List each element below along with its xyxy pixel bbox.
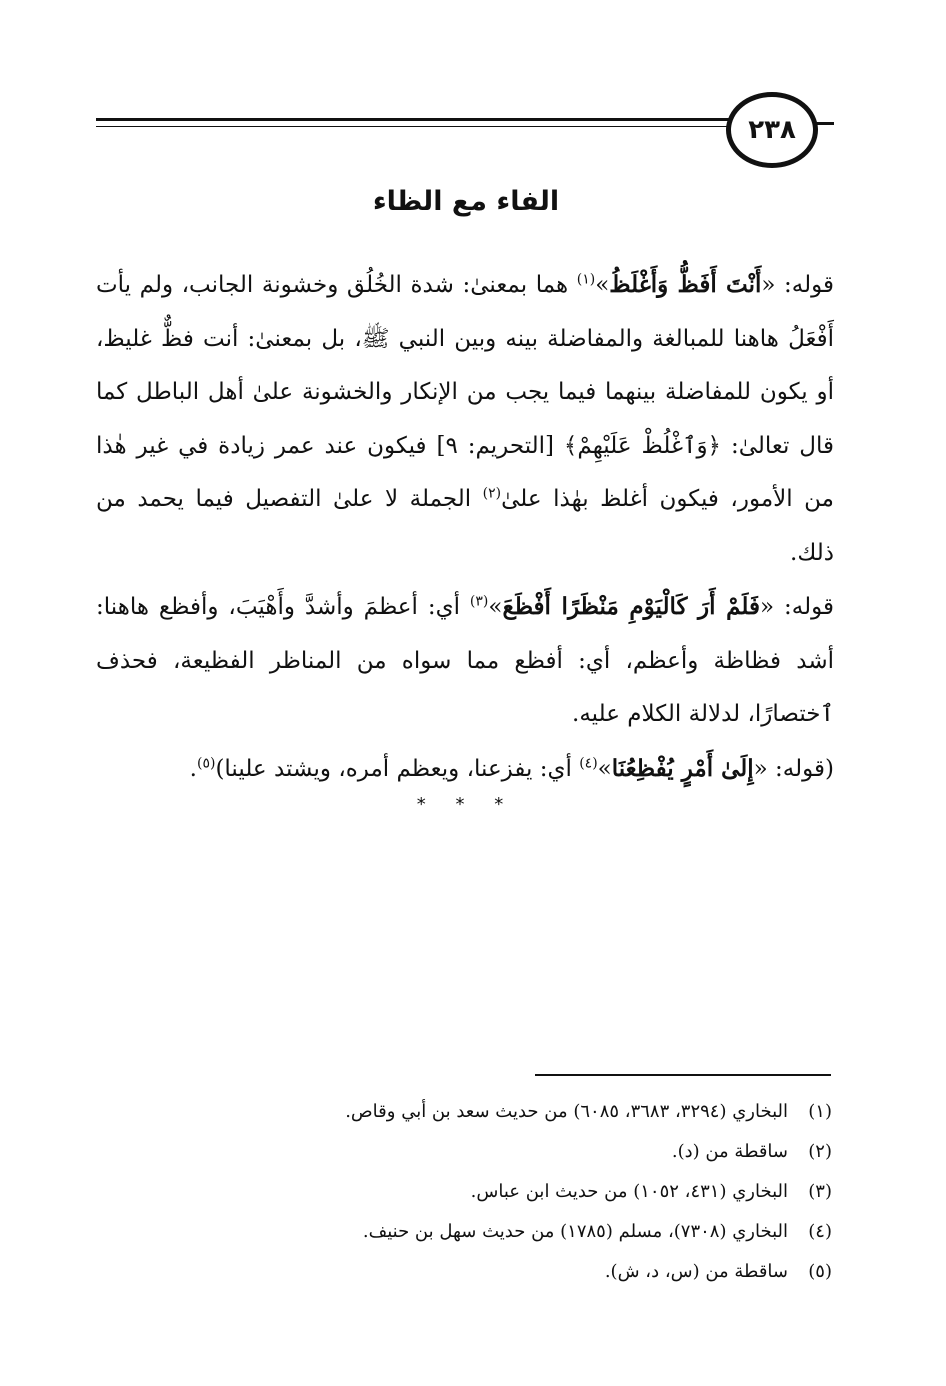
footnote-item — [96, 1252, 832, 1292]
footnote-divider — [535, 1074, 831, 1076]
paragraph-text: أي: يفزعنا، ويعظم أمره، ويشتد علينا) — [215, 755, 580, 782]
section-separator: * * * — [416, 794, 516, 815]
header-rule-thick — [96, 118, 740, 121]
quote-intro: قوله: « — [761, 272, 834, 298]
quoted-phrase: إِلَىٰ أَمْرٍ يُفْظِعُنَا — [611, 754, 754, 782]
footnote-number: (٢) — [808, 1141, 832, 1162]
quote-intro: قوله: « — [760, 594, 834, 620]
footnote-text: البخاري (٣٢٩٤، ٣٦٨٣، ٦٠٨٥) من حديث سعد بن أبي وقاص. — [345, 1101, 788, 1122]
footnote-text: ساقطة من (د). — [671, 1141, 788, 1162]
main-text — [96, 258, 834, 796]
footnote-item — [96, 1212, 832, 1252]
footnote-text: البخاري (٧٣٠٨)، مسلم (١٧٨٥) من حديث سهل بن حنيف. — [362, 1221, 788, 1242]
quoted-phrase: فَلَمْ أَرَ كَالْيَوْمِ مَنْظَرًا أَفْظَعَ — [502, 593, 761, 620]
footnote-number: (١) — [808, 1101, 832, 1122]
paragraph-text: أي: أعظمَ وأشدَّ وأَهْيَبَ، وأفظع هاهنا: أشد فظاظة وأعظم، أي: أفظع مما سواه من المناظر الفظيعة، فحذف ٱختصارًا، لدلالة الكلام عليه. — [96, 594, 834, 727]
footnote-item — [96, 1092, 832, 1132]
section-title: الفاء مع الظاء — [372, 186, 560, 217]
footnote-text: ساقطة من (س، د، ش). — [604, 1261, 788, 1282]
footnote-number: (٣) — [808, 1181, 832, 1202]
footnote-text: البخاري (٤٣١، ١٠٥٢) من حديث ابن عباس. — [470, 1181, 788, 1202]
quote-close: » — [488, 594, 503, 620]
footnote-ref-4[interactable]: (٤) — [579, 754, 598, 771]
footnote-ref-5[interactable]: (٥) — [196, 754, 216, 771]
page-number: ٢٣٨ — [748, 115, 796, 145]
paragraph-text-cont: . — [189, 755, 197, 782]
footnote-number: (٥) — [808, 1261, 832, 1282]
footnote-item — [96, 1132, 832, 1172]
footnote-number: (٤) — [808, 1221, 832, 1242]
quote-intro: (قوله: « — [753, 755, 834, 782]
quote-close: » — [597, 755, 612, 782]
footnote-ref-2[interactable]: (٢) — [482, 485, 502, 502]
page-number-badge — [726, 92, 818, 168]
footnotes-list — [96, 1092, 832, 1292]
header-rule-thin — [96, 126, 740, 127]
paragraph-3 — [96, 742, 834, 797]
footnote-ref-3[interactable]: (٣) — [469, 593, 489, 610]
paragraph-1 — [96, 258, 834, 580]
quote-close: » — [595, 272, 610, 298]
paragraph-text-cont: الجملة لا علىٰ التفصيل فيما يحمد من ذلك. — [96, 486, 834, 566]
quoted-phrase: أَنْتَ أَفَظُّ وَأَغْلَظُ — [609, 271, 762, 298]
paragraph-2 — [96, 580, 834, 742]
paragraph-text: هما بمعنىٰ: شدة الخُلُق وخشونة الجانب، ولم يأت أَفْعَلُ هاهنا للمبالغة والمفاضلة بينه وبين النبي ﷺ، بل بمعنىٰ: أنت فظٌّ غليظ، أو يكون للمفاضلة بينهما فيما يجب من الإنكار والخشونة علىٰ أهل الباطل كما قال تعالىٰ: ﴿وَٱغْلُظْ عَلَيْهِمْ﴾ [التحريم: ٩] فيكون عند عمر زيادة في غير هٰذا من الأمور، فيكون أغلظ بهٰذا علىٰ — [96, 272, 834, 512]
footnote-ref-1[interactable]: (١) — [576, 271, 596, 288]
footnote-item — [96, 1172, 832, 1212]
